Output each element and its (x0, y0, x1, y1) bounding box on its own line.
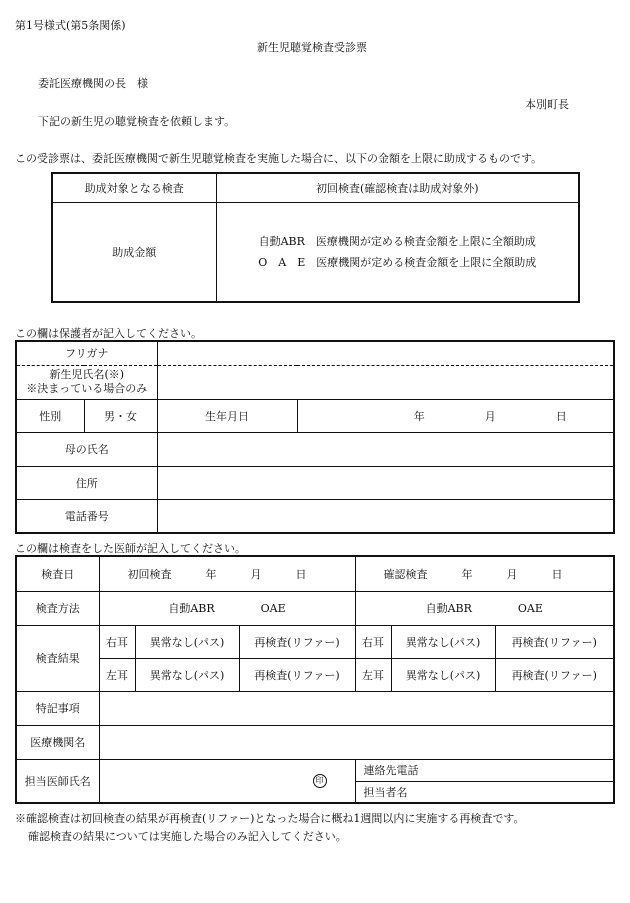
baby-name-field[interactable] (157, 365, 614, 399)
confirm-abr[interactable]: 自動ABR (425, 602, 472, 615)
doctor-note: この欄は検査をした医師が記入してください。 (15, 542, 246, 555)
subsidy-target-label: 助成対象となる検査 (52, 173, 216, 202)
initial-left-ear: 左耳 (99, 658, 135, 691)
initial-year: 年 (205, 567, 217, 581)
facility-label: 医療機関名 (16, 725, 99, 759)
oae-subsidy-text: 医療機関が定める検査金額を上限に全額助成 (316, 255, 537, 269)
physician-label: 担当医師氏名 (16, 759, 99, 803)
sex-label: 性別 (16, 399, 84, 432)
dob-year: 年 (413, 409, 425, 423)
confirm-oae[interactable]: OAE (517, 602, 543, 615)
initial-right-ear: 右耳 (99, 625, 135, 658)
abr-method: 自動ABR (258, 234, 305, 248)
subsidy-table (51, 172, 580, 303)
notes-label: 特記事項 (16, 691, 99, 725)
address-label: 住所 (16, 466, 157, 499)
initial-month: 月 (250, 567, 262, 581)
oae-method: O A E (258, 255, 306, 269)
notes-field[interactable] (99, 691, 614, 725)
initial-method[interactable] (99, 591, 355, 625)
furigana-label: フリガナ (16, 341, 157, 365)
description-text: この受診票は、委託医療機関で新生児聴覚検査を実施した場合に、以下の金額を上限に助成するものです。 (15, 152, 543, 165)
mother-name-field[interactable] (157, 432, 614, 466)
exam-date-label: 検査日 (16, 556, 99, 591)
subsidy-amount-label: 助成金額 (52, 202, 216, 302)
guardian-table (15, 340, 615, 534)
furigana-field[interactable] (157, 341, 614, 365)
phone-field[interactable] (157, 499, 614, 533)
subsidy-amount-value (216, 202, 579, 302)
dob-day: 日 (555, 409, 567, 423)
form-number: 第1号様式(第5条関係) (15, 19, 126, 32)
confirm-method[interactable] (355, 591, 614, 625)
address-field[interactable] (157, 466, 614, 499)
confirm-right-refer[interactable]: 再検査(リファー) (495, 625, 614, 658)
contact-phone-field[interactable] (355, 759, 614, 781)
facility-field[interactable] (99, 725, 614, 759)
confirm-month: 月 (506, 567, 518, 581)
abr-subsidy-text: 医療機関が定める検査金額を上限に全額助成 (315, 234, 536, 248)
physician-field[interactable] (99, 759, 355, 803)
dob-field[interactable] (297, 399, 614, 432)
dob-label: 生年月日 (157, 399, 297, 432)
footer-note-1: ※確認検査は初回検査の結果が再検査(リファー)となった場合に概ね1週間以内に実施する再検査です。 (15, 812, 525, 825)
confirm-right-pass[interactable]: 異常なし(パス) (391, 625, 495, 658)
initial-exam-date[interactable] (99, 556, 355, 591)
confirm-right-ear: 右耳 (355, 625, 391, 658)
confirm-left-refer[interactable]: 再検査(リファー) (495, 658, 614, 691)
person-in-charge-field[interactable] (355, 781, 614, 803)
person-in-charge-label: 担当者名 (363, 785, 408, 799)
footer-note-2: 確認検査の結果については実施した場合のみ記入してください。 (28, 830, 347, 843)
baby-name-sub-text: ※決まっている場合のみ (26, 382, 148, 395)
confirm-exam-label: 確認検査 (383, 567, 428, 581)
sex-value[interactable]: 男・女 (84, 399, 157, 432)
initial-day: 日 (295, 567, 307, 581)
initial-abr[interactable]: 自動ABR (168, 602, 215, 615)
confirm-left-pass[interactable]: 異常なし(パス) (391, 658, 495, 691)
dob-month: 月 (484, 409, 496, 423)
subsidy-target-value: 初回検査(確認検査は助成対象外) (216, 173, 579, 202)
method-label: 検査方法 (16, 591, 99, 625)
initial-oae[interactable]: OAE (260, 602, 286, 615)
page-title: 新生児聴覚検査受診票 (257, 41, 367, 54)
confirm-year: 年 (461, 567, 473, 581)
confirm-day: 日 (551, 567, 563, 581)
seal-icon: 印 (313, 774, 327, 788)
confirm-exam-date[interactable] (355, 556, 614, 591)
initial-exam-label: 初回検査 (127, 567, 172, 581)
mother-name-label: 母の氏名 (16, 432, 157, 466)
baby-name-label-text: 新生児氏名(※) (49, 368, 125, 381)
issuer: 本別町長 (525, 98, 569, 111)
initial-right-refer[interactable]: 再検査(リファー) (239, 625, 355, 658)
confirm-left-ear: 左耳 (355, 658, 391, 691)
doctor-table (15, 555, 615, 804)
phone-label: 電話番号 (16, 499, 157, 533)
result-label: 検査結果 (16, 625, 99, 691)
request-text: 下記の新生児の聴覚検査を依頼します。 (38, 115, 236, 128)
guardian-note: この欄は保護者が記入してください。 (15, 327, 202, 340)
addressee: 委託医療機関の長 様 (38, 77, 148, 90)
initial-left-pass[interactable]: 異常なし(パス) (135, 658, 239, 691)
contact-phone-label: 連絡先電話 (363, 764, 419, 777)
initial-right-pass[interactable]: 異常なし(パス) (135, 625, 239, 658)
baby-name-label (16, 365, 157, 399)
initial-left-refer[interactable]: 再検査(リファー) (239, 658, 355, 691)
